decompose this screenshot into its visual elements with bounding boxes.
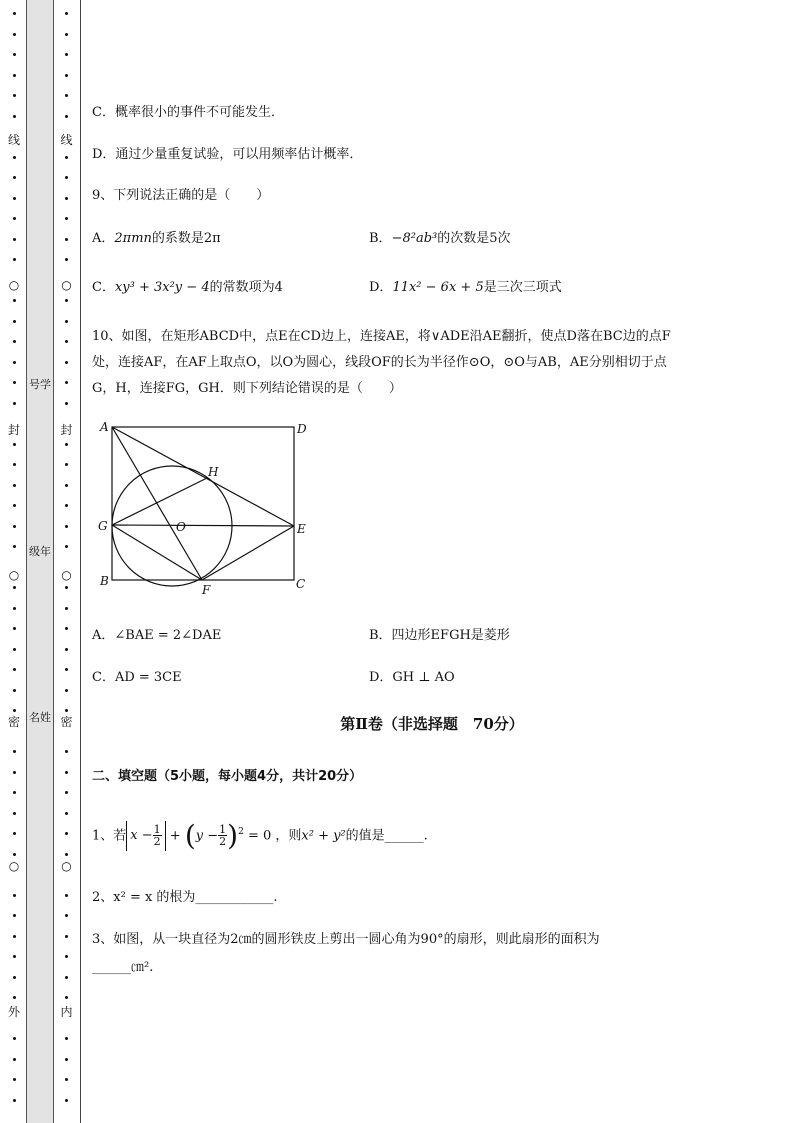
outer-dot — [13, 750, 16, 753]
label-a: A — [100, 420, 109, 434]
outer-dot — [13, 217, 16, 220]
inner-dot — [65, 33, 68, 36]
q9-a-math: 2πmn — [114, 231, 152, 246]
q9-b-prefix: B． — [369, 231, 392, 246]
label-g: G — [98, 519, 108, 533]
inner-dot — [65, 361, 68, 364]
outer-dot — [13, 238, 16, 241]
outer-dot — [13, 299, 16, 302]
q9-d-text: 是三次三项式 — [483, 280, 562, 295]
outer-dot — [13, 689, 16, 692]
inner-dot — [65, 156, 68, 159]
inner-dot — [65, 258, 68, 261]
outer-dot — [13, 1078, 16, 1081]
q9-c-text: 的常数项为4 — [209, 280, 283, 295]
q10-figure — [92, 415, 322, 600]
outer-dot — [13, 197, 16, 200]
outer-dot — [13, 115, 16, 118]
fill-q1-square: 2 — [238, 827, 244, 837]
q9-d-prefix: D． — [369, 280, 393, 295]
q8-option-d: D．通过少量重复试验，可以用频率估计概率． — [92, 147, 363, 162]
frac-den: 2 — [153, 834, 161, 848]
q9-b-text: 的次数是5次 — [437, 231, 511, 246]
inner-seal-mark: 内 — [60, 1005, 73, 1019]
q10-option-d: D．GH ⊥ AO — [369, 670, 455, 685]
q9-option-c — [92, 276, 283, 295]
fill-q1-abs-var: x − — [130, 827, 153, 843]
inner-dot — [65, 176, 68, 179]
inner-dot — [65, 299, 68, 302]
q9-a-text: 的系数是2π — [151, 231, 221, 246]
binding-margin — [0, 0, 82, 1123]
outer-dot — [13, 627, 16, 630]
label-f: F — [202, 583, 211, 597]
inner-dot — [65, 750, 68, 753]
q9-c-math: xy³ + 3x²y − 4 — [114, 280, 210, 295]
outer-dot — [13, 12, 16, 15]
inner-dot — [65, 340, 68, 343]
outer-dot — [13, 894, 16, 897]
inner-dot — [65, 402, 68, 405]
inner-dot — [65, 545, 68, 548]
q10-option-a: A．∠BAE = 2∠DAE — [92, 628, 222, 643]
outer-seal-mark: 密 — [7, 715, 20, 729]
inner-dot — [65, 607, 68, 610]
inner-dot — [65, 648, 68, 651]
inner-dot — [65, 1078, 68, 1081]
outer-dot — [13, 771, 16, 774]
fill-in-part-title: 二、填空题（5小题，每小题4分，共计20分） — [92, 769, 363, 784]
inner-dot — [65, 320, 68, 323]
student-info-strip — [26, 0, 54, 1123]
outer-dot — [13, 607, 16, 610]
inner-dot — [65, 115, 68, 118]
label-c: C — [296, 577, 306, 591]
outer-seal-column — [2, 0, 26, 1123]
frac-den: 2 — [219, 835, 227, 849]
outer-dot — [13, 935, 16, 938]
q10-stem-line2: 处，连接AF，在AF上取点O，以O为圆心，线段OF的长为半径作⊙O，⊙O与AB，AE分别相切于点 — [92, 355, 667, 370]
outer-dot — [13, 361, 16, 364]
inner-dot — [65, 812, 68, 815]
inner-dot — [65, 914, 68, 917]
inner-dot — [65, 525, 68, 528]
label-d: D — [297, 422, 307, 436]
segment-fe — [202, 526, 294, 580]
inner-dot — [65, 894, 68, 897]
inner-dot — [65, 74, 68, 77]
outer-seal-mark: 外 — [7, 1005, 20, 1019]
outer-seal-mark: 线 — [7, 133, 20, 147]
outer-dot — [13, 976, 16, 979]
inner-dot — [65, 627, 68, 630]
fill-q1-eq: = 0 ，则 — [247, 828, 302, 844]
outer-dot — [13, 381, 16, 384]
q9-option-d — [369, 276, 562, 295]
outer-dot — [13, 812, 16, 815]
inner-dot — [65, 1099, 68, 1102]
inner-dot — [65, 197, 68, 200]
q9-option-a — [92, 227, 221, 246]
outer-dot — [13, 484, 16, 487]
outer-dot — [13, 320, 16, 323]
label-e: E — [297, 522, 306, 536]
outer-dot — [13, 955, 16, 958]
inner-seal-mark: ○ — [61, 278, 72, 292]
inner-dot — [65, 1037, 68, 1040]
label-b: B — [100, 574, 109, 588]
outer-dot — [13, 443, 16, 446]
inner-dot — [65, 1058, 68, 1061]
outer-dot — [13, 1037, 16, 1040]
inner-dot — [65, 996, 68, 999]
inner-dot — [65, 217, 68, 220]
q10-stem-line3: G，H，连接FG，GH．则下列结论错误的是（ ） — [92, 381, 402, 396]
inner-dot — [65, 484, 68, 487]
inner-dot — [65, 771, 68, 774]
inner-dot — [65, 853, 68, 856]
q9-c-prefix: C． — [92, 280, 115, 295]
fill-q1-expr: x² + y² — [301, 828, 346, 844]
segment-ge — [112, 525, 294, 526]
outer-seal-mark: ○ — [8, 568, 20, 582]
frac-num: 1 — [153, 822, 161, 836]
inner-dot — [65, 463, 68, 466]
segment-gf — [112, 525, 202, 580]
q9-d-math: 11x² − 6x + 5 — [392, 280, 484, 295]
outer-seal-mark: 封 — [7, 423, 20, 437]
fill-q3-line1: 3、如图，从一块直径为2㎝的圆形铁皮上剪出一圆心角为90°的扇形，则此扇形的面积为 — [92, 932, 600, 947]
outer-dot — [13, 94, 16, 97]
outer-dot — [13, 402, 16, 405]
inner-dot — [65, 94, 68, 97]
inner-dot — [65, 935, 68, 938]
fill-q2: 2、x² = x 的根为____________. — [92, 890, 278, 905]
fill-q1-frac-2 — [218, 824, 227, 847]
outer-dot — [13, 504, 16, 507]
q9-a-prefix: A． — [92, 231, 115, 246]
fill-q3-line2: ______㎝². — [92, 960, 154, 975]
outer-dot — [13, 33, 16, 36]
student-number-label: 号学 — [29, 378, 51, 391]
outer-dot — [13, 340, 16, 343]
outer-dot — [13, 853, 16, 856]
fill-q1-frac-1 — [153, 824, 162, 847]
outer-dot — [13, 586, 16, 589]
class-label: 级年 — [29, 545, 51, 558]
outer-dot — [13, 74, 16, 77]
inner-dot — [65, 238, 68, 241]
outer-dot — [13, 545, 16, 548]
outer-dot — [13, 176, 16, 179]
inner-dot — [65, 586, 68, 589]
inner-dot — [65, 709, 68, 712]
outer-dot — [13, 156, 16, 159]
outer-dot — [13, 996, 16, 999]
outer-dot — [13, 709, 16, 712]
outer-dot — [13, 258, 16, 261]
fill-q1 — [92, 814, 428, 850]
segment-gh — [112, 478, 207, 525]
right-paren: ) — [227, 818, 239, 852]
q10-option-b: B．四边形EFGH是菱形 — [369, 628, 510, 643]
inner-seal-mark: ○ — [61, 859, 72, 873]
inner-dot — [65, 53, 68, 56]
outer-dot — [13, 1058, 16, 1061]
inner-seal-mark: ○ — [61, 568, 72, 582]
fill-q1-paren-var: y − — [195, 828, 219, 844]
inner-dot — [65, 504, 68, 507]
inner-seal-mark: 密 — [60, 715, 73, 729]
outer-dot — [13, 832, 16, 835]
inner-dot — [65, 791, 68, 794]
inner-dot — [65, 668, 68, 671]
section2-title: 第Ⅱ卷（非选择题 70分） — [340, 715, 524, 733]
inner-dot — [65, 12, 68, 15]
q9-stem: 9、下列说法正确的是（ ） — [92, 188, 270, 203]
inner-dot — [65, 689, 68, 692]
left-paren: ( — [184, 818, 196, 852]
inner-dot — [65, 832, 68, 835]
fill-q1-prefix: 1、若 — [92, 828, 127, 844]
outer-seal-mark: ○ — [8, 859, 20, 873]
fill-q1-tail: 的值是______. — [345, 828, 428, 844]
inner-dot — [65, 443, 68, 446]
segment-af — [112, 427, 202, 580]
q10-option-c: C．AD = 3CE — [92, 670, 182, 685]
outer-dot — [13, 1099, 16, 1102]
label-h: H — [208, 465, 219, 479]
inner-dot — [65, 976, 68, 979]
inner-dot — [65, 381, 68, 384]
q10-stem-line1: 10、如图，在矩形ABCD中，点E在CD边上，连接AE，将∨ADE沿AE翻折，使点D落在BC边的点F — [92, 329, 671, 344]
inner-seal-column — [53, 0, 81, 1123]
fill-q1-plus: + — [169, 828, 181, 844]
frac-num: 1 — [219, 823, 227, 837]
rectangle-abcd — [112, 427, 294, 580]
outer-dot — [13, 463, 16, 466]
outer-dot — [13, 668, 16, 671]
q9-b-math: −8²ab³ — [391, 231, 438, 246]
name-label: 名姓 — [29, 711, 51, 724]
inner-dot — [65, 955, 68, 958]
outer-dot — [13, 648, 16, 651]
outer-dot — [13, 791, 16, 794]
fill-q1-abs — [126, 821, 165, 851]
outer-dot — [13, 914, 16, 917]
outer-dot — [13, 525, 16, 528]
outer-dot — [13, 53, 16, 56]
inner-seal-mark: 封 — [60, 423, 73, 437]
label-o: O — [176, 520, 186, 534]
q9-option-b — [369, 227, 511, 246]
inner-seal-mark: 线 — [60, 133, 73, 147]
outer-seal-mark: ○ — [8, 278, 20, 292]
q8-option-c: C．概率很小的事件不可能发生． — [92, 105, 284, 120]
